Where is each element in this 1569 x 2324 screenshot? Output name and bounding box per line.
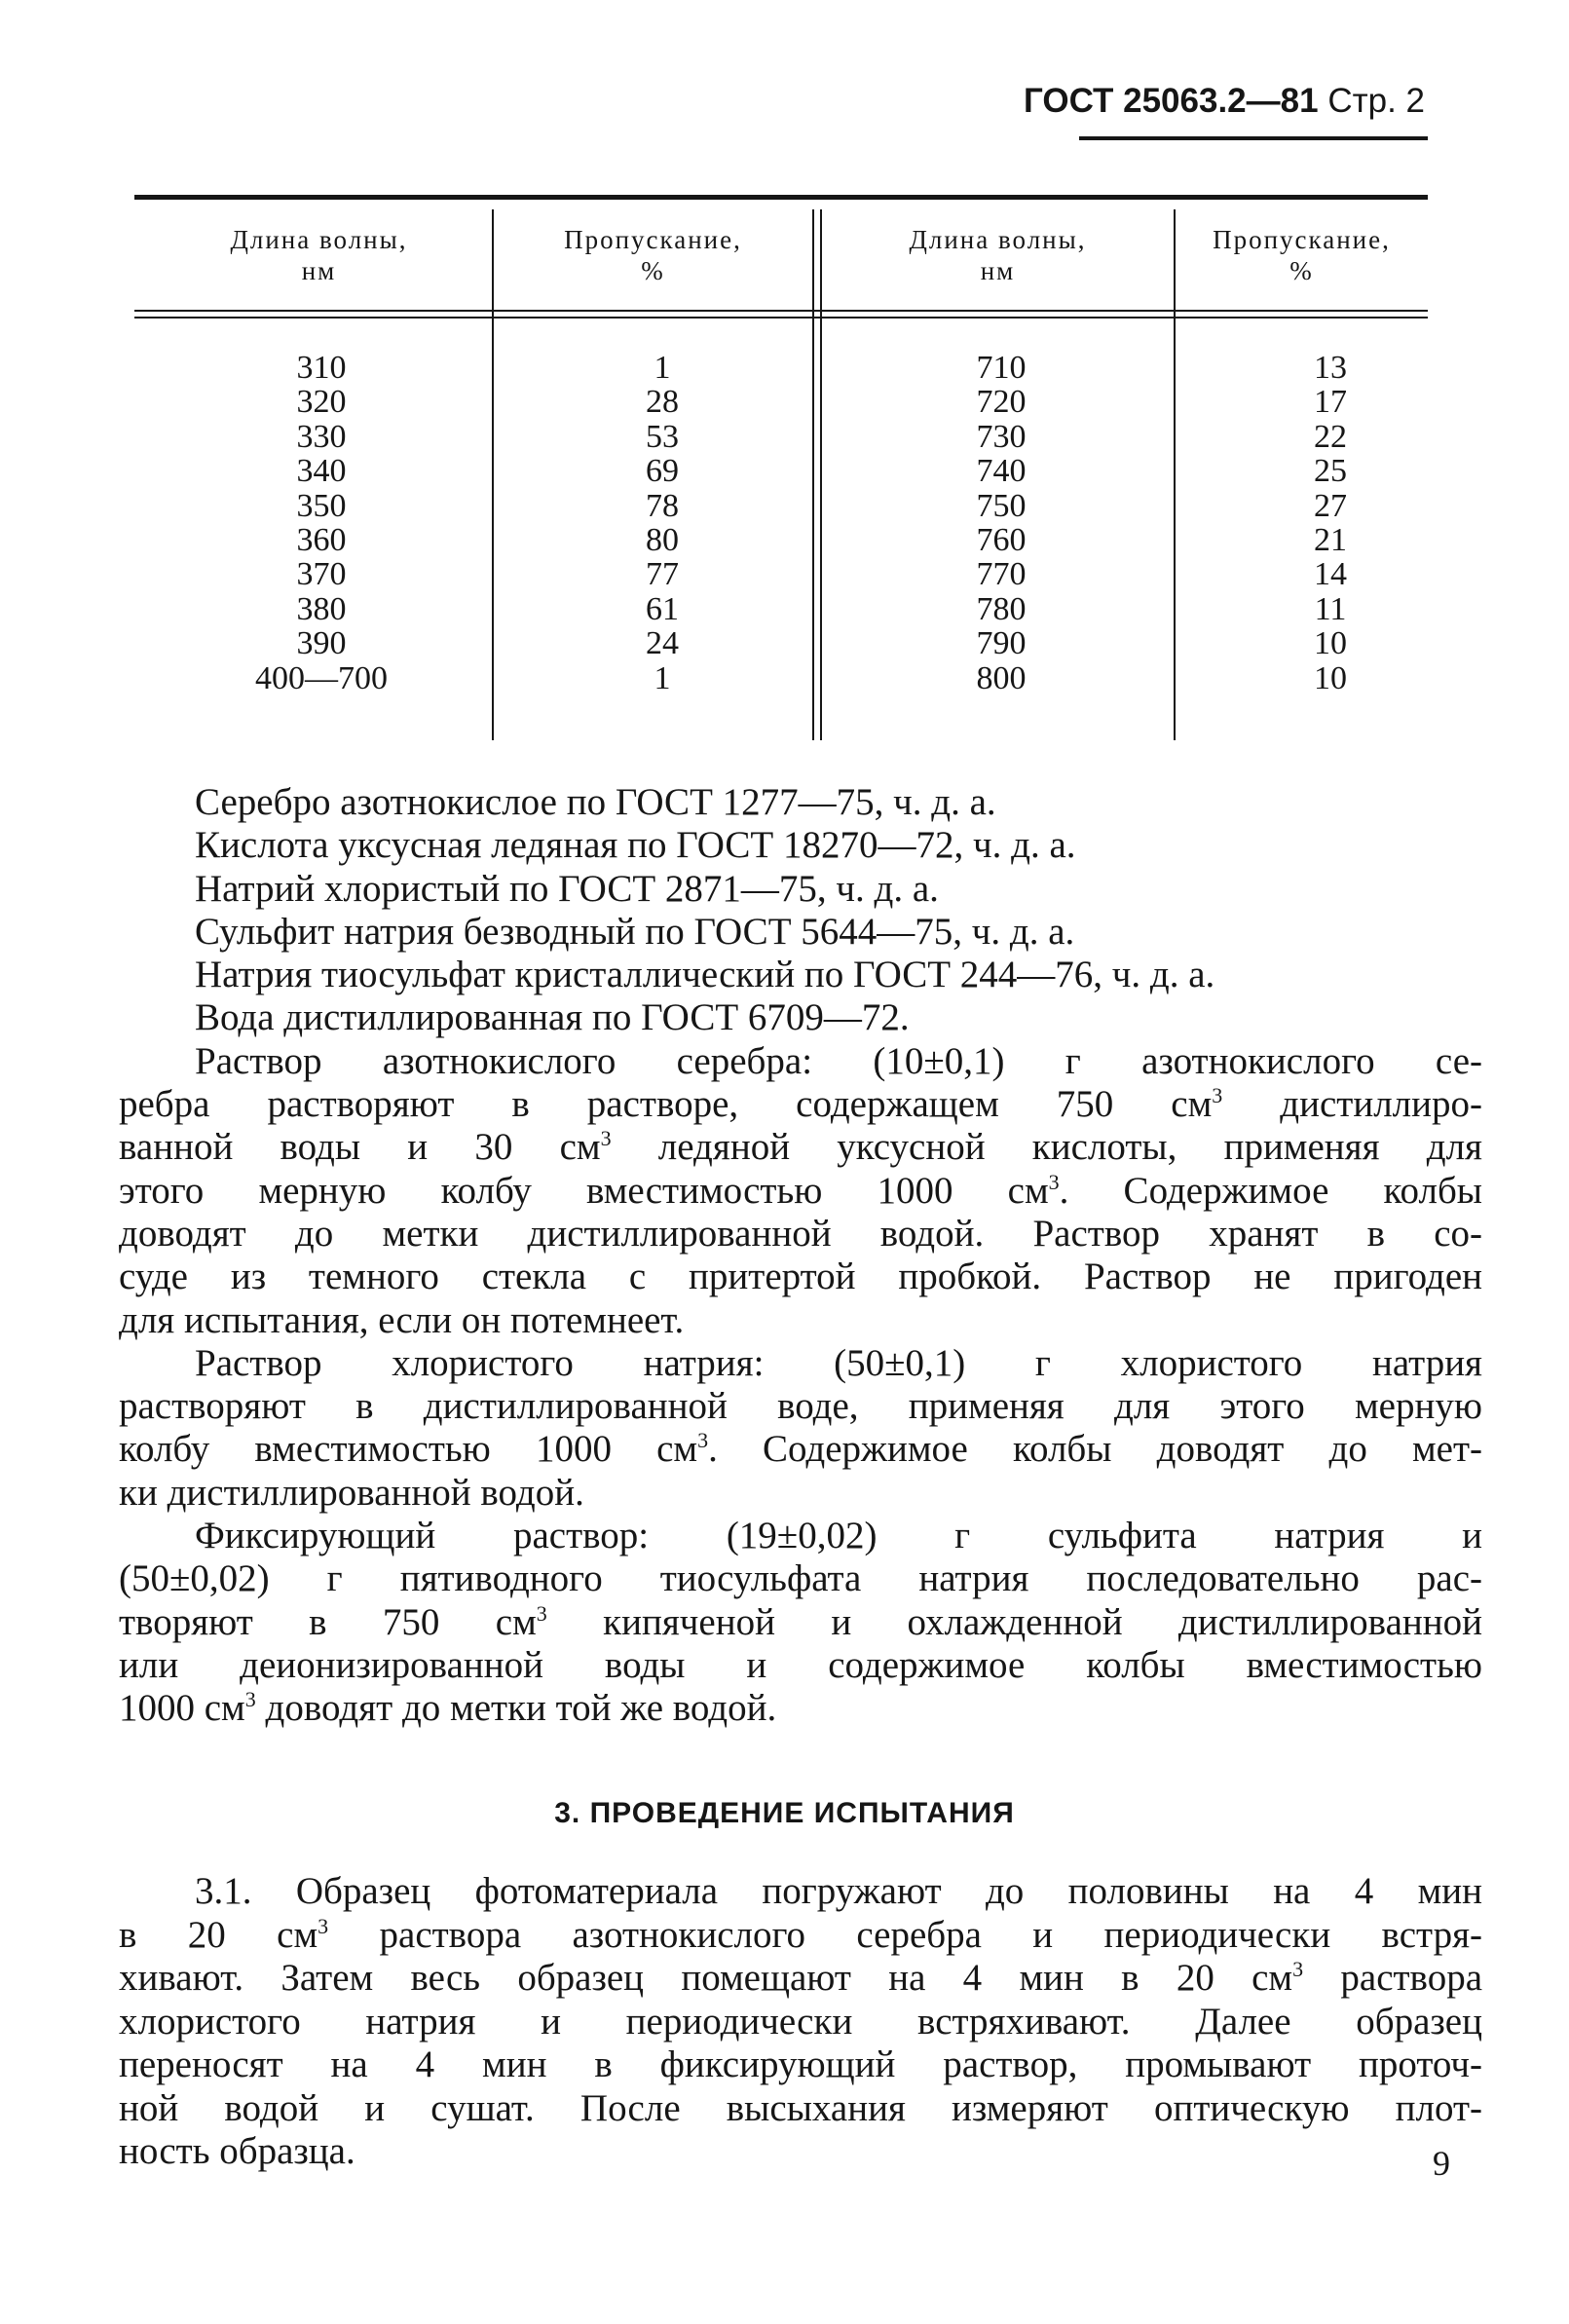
standard-number: ГОСТ 25063.2—81 [1024,82,1319,120]
table-cell: 1 [654,350,671,386]
text-line: переносят на 4 мин в фиксирующий раствор, промывают проточ- [119,2043,1482,2085]
text-line: этого мерную колбу вместимостью 1000 $см^3$. Содержимое колбы [119,1169,1482,1212]
text-line: ванной воды и 30 $см^3$ ледяной уксусной кислоты, применяя для [119,1126,1482,1169]
header-transmission: Пропускание, % [1213,225,1391,285]
header-wavelength: Длина волны, нм [909,225,1087,285]
text-line: суде из темного стекла с притертой пробкой. Раствор не пригоден [119,1256,1482,1298]
sodium-chloride-solution-paragraph [119,1341,1483,1515]
table-cell: 13 [1314,350,1347,386]
reagent-line: Вода дистиллированная по ГОСТ 6709—72. [195,996,910,1039]
table-cell: 53 [646,418,679,455]
reagent-line: Сульфит натрия безводный по ГОСТ 5644—75, ч. д. а. [195,910,1075,953]
text-line: Фиксирующий раствор: (19±0,02) г сульфита натрия и [195,1515,1482,1557]
silver-nitrate-solution-paragraph [119,1039,1482,1342]
table-cell: 25 [1314,453,1347,490]
table-cell: 360 [296,521,347,558]
table-cell: 14 [1314,556,1347,593]
table-divider [1174,209,1176,740]
table-cell: 24 [646,625,679,662]
text-line: 3.1. Образец фотоматериала погружают до половины на 4 мин [195,1870,1482,1912]
table-cell: 760 [976,521,1027,558]
table-cell: 710 [976,350,1027,386]
text-line: ки дистиллированной водой. [119,1471,584,1514]
header-transmission: Пропускание, % [564,225,742,285]
table-cell: 28 [646,384,679,421]
text-line: хлористого натрия и периодически встряхивают. Далее образец [119,2000,1482,2043]
table-cell: 320 [296,384,347,421]
table-cell: 730 [976,418,1027,455]
column-wavelength-1 [243,351,399,695]
table-cell: 1 [654,659,671,696]
column-transmission-1 [604,351,721,695]
table-cell: 10 [1314,659,1347,696]
text-line: ребра растворяют в растворе, содержащем 750 $см^3$ дистиллиро- [119,1083,1482,1126]
reagents-section [119,781,1483,1731]
table-cell: 350 [296,487,347,524]
table-divider [820,209,822,740]
text-line: колбу вместимостью 1000 $см^3$. Содержимое колбы доводят до мет- [119,1428,1483,1471]
table-header-rule-double [134,317,1428,319]
column-transmission-2 [1282,351,1379,695]
text-line: ной водой и сушат. После высыхания измеряют оптическую плот- [119,2086,1482,2129]
table-cell: 77 [646,556,679,593]
table-divider [812,209,814,740]
table-cell: 61 [646,590,679,627]
text-line: в 20 $см^3$ раствора азотнокислого серебра и периодически встря- [119,1913,1482,1956]
header-underline [1079,136,1428,140]
table-cell: 370 [296,556,347,593]
text-line: растворяют в дистиллированной воде, применяя для этого мерную [119,1385,1482,1428]
table-divider [492,209,494,740]
table-cell: 69 [646,453,679,490]
table-cell: 340 [296,453,347,490]
table-cell: 780 [976,590,1027,627]
table-cell: 78 [646,487,679,524]
reagent-line: Натрий хлористый по ГОСТ 2871—75, ч. д. а. [195,867,939,910]
table-cell: 800 [976,659,1027,696]
page-label: Стр. 2 [1327,82,1425,120]
text-line: (50±0,02) г пятиводного тиосульфата натрия последовательно рас- [119,1557,1482,1600]
table-cell: 10 [1314,625,1347,662]
column-wavelength-2 [943,351,1060,695]
text-line: хивают. Затем весь образец помещают на 4 мин в 20 $см^3$ раствора [119,1957,1483,1999]
text-line: Раствор хлористого натрия: (50±0,1) г хлористого натрия [195,1341,1482,1384]
table-header-rule [134,310,1428,312]
reagent-line: Натрия тиосульфат кристаллический по ГОСТ 244—76, ч. д. а. [195,954,1215,996]
table-cell: 310 [296,350,347,386]
table-top-rule [134,195,1428,200]
test-procedure-paragraph [119,1870,1482,2174]
table-cell: 80 [646,521,679,558]
table-cell: 390 [296,625,347,662]
fixing-solution-paragraph [119,1515,1482,1730]
table-cell: 17 [1314,384,1347,421]
table-cell: 720 [976,384,1027,421]
text-line: или деионизированной воды и содержимое колбы вместимостью [119,1643,1482,1686]
page-number: 9 [1433,2144,1450,2183]
header-wavelength: Длина волны, нм [230,225,408,285]
reagent-line: Кислота уксусная ледяная по ГОСТ 18270—72, ч. д. а. [195,824,1076,867]
section-heading: 3. ПРОВЕДЕНИЕ ИСПЫТАНИЯ [554,1797,1015,1829]
text-line: творяют в 750 $см^3$ кипяченой и охлажденной дистиллированной [119,1600,1482,1643]
table-cell: 770 [976,556,1027,593]
text-line: ность образца. [119,2130,355,2172]
table-cell: 790 [976,625,1027,662]
table-cell: 27 [1314,487,1347,524]
table-cell: 11 [1314,590,1347,627]
text-line: Раствор азотнокислого серебра: (10±0,1) г азотнокислого се- [195,1039,1482,1082]
table-cell: 400—700 [255,659,388,696]
table-cell: 330 [296,418,347,455]
text-line: для испытания, если он потемнеет. [119,1298,685,1341]
reagent-line: Серебро азотнокислое по ГОСТ 1277—75, ч. д. а. [195,781,996,823]
running-header [1024,82,1425,121]
table-cell: 22 [1314,418,1347,455]
text-line: 1000 $см^3$ доводят до метки той же водой. [119,1687,777,1730]
table-cell: 750 [976,487,1027,524]
table-cell: 21 [1314,521,1347,558]
table-cell: 380 [296,590,347,627]
text-line: доводят до метки дистиллированной водой. Раствор хранят в со- [119,1212,1482,1255]
table-cell: 740 [976,453,1027,490]
